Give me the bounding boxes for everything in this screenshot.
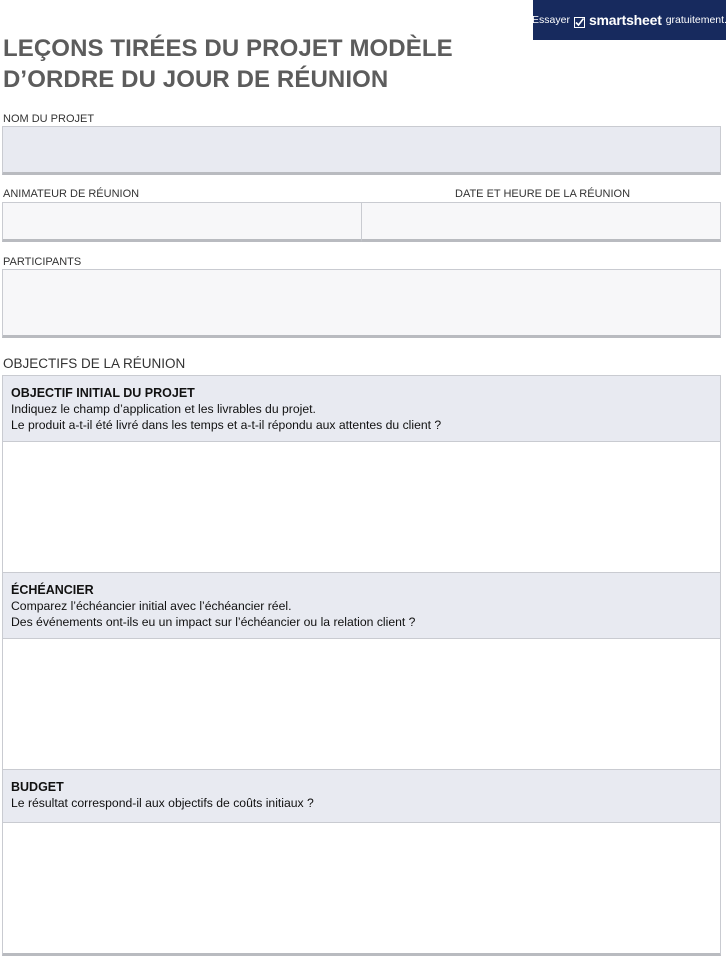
objective-schedule-notes[interactable] xyxy=(2,639,721,770)
facilitator-label: ANIMATEUR DE RÉUNION xyxy=(3,188,140,200)
objective-schedule-heading: ÉCHÉANCIER xyxy=(11,583,94,597)
project-name-field[interactable] xyxy=(2,126,721,175)
page-title xyxy=(3,33,453,95)
objective-initial-line-1: Indiquez le champ d’application et les livrables du projet. xyxy=(11,402,316,416)
objective-schedule-header xyxy=(2,572,721,639)
objective-budget-line-1: Le résultat correspond-il aux objectifs de coûts initiaux ? xyxy=(11,796,314,810)
title-line-1: LEÇONS TIRÉES DU PROJET MODÈLE xyxy=(3,35,453,62)
participants-field[interactable] xyxy=(2,269,721,338)
smartsheet-check-icon xyxy=(574,15,585,26)
objective-schedule-line-1: Comparez l’échéancier initial avec l’échéancier réel. xyxy=(11,599,292,613)
objective-budget-notes[interactable] xyxy=(2,823,721,956)
facilitator-field[interactable] xyxy=(2,202,362,242)
objective-initial-notes[interactable] xyxy=(2,442,721,573)
title-line-2: D’ORDRE DU JOUR DE RÉUNION xyxy=(3,66,389,93)
datetime-field[interactable] xyxy=(361,202,721,242)
objective-initial-line-2: Le produit a-t-il été livré dans les temps et a-t-il répondu aux attentes du client ? xyxy=(11,418,442,432)
objective-schedule-line-2: Des événements ont-ils eu un impact sur l’échéancier ou la relation client ? xyxy=(11,615,416,629)
objective-initial-heading: OBJECTIF INITIAL DU PROJET xyxy=(11,386,195,400)
objective-initial-header xyxy=(2,375,721,442)
project-name-label: NOM DU PROJET xyxy=(3,113,95,125)
objectives-title: OBJECTIFS DE LA RÉUNION xyxy=(3,356,186,371)
badge-brand: smartsheet xyxy=(588,12,662,28)
objective-budget-heading: BUDGET xyxy=(11,780,64,794)
datetime-label: DATE ET HEURE DE LA RÉUNION xyxy=(455,188,631,200)
smartsheet-try-badge[interactable] xyxy=(533,0,726,40)
badge-suffix: gratuitement. xyxy=(665,14,727,26)
badge-prefix: Essayer xyxy=(532,14,570,26)
objective-budget-header xyxy=(2,769,721,823)
participants-label: PARTICIPANTS xyxy=(3,256,82,268)
